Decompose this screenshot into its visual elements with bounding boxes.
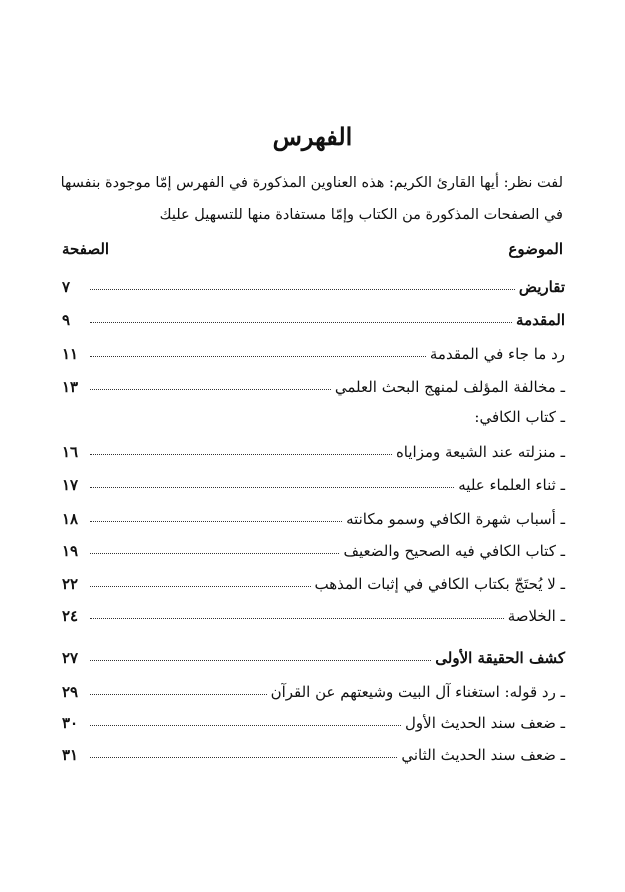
toc-entry-label: تقاريض: [518, 278, 565, 296]
toc-entry-label: المقدمة: [516, 311, 565, 329]
toc-entry-page: ١٩: [62, 542, 79, 560]
toc-entry[interactable]: [62, 532, 565, 560]
toc-entry-label: ـ منزلته عند الشيعة ومزاياه: [395, 443, 565, 461]
dot-leader: [90, 454, 392, 455]
dot-leader: [90, 725, 401, 726]
toc-entry[interactable]: [62, 704, 565, 732]
toc-entry-page: ٣٠: [62, 714, 79, 732]
dot-leader: [90, 289, 515, 290]
toc-entry-label: ـ أسباب شهرة الكافي وسمو مكانته: [346, 510, 565, 528]
dot-leader: [90, 389, 331, 390]
dot-leader: [90, 521, 342, 522]
toc-entry[interactable]: [62, 335, 565, 363]
toc-entry[interactable]: [62, 673, 565, 701]
toc-entry[interactable]: [62, 565, 565, 593]
toc-entry-page: ٩: [62, 311, 71, 329]
dot-leader: [90, 757, 397, 758]
toc-entry-page: ١٣: [62, 378, 79, 396]
toc-entry-page: ١٧: [62, 476, 79, 494]
toc-entry[interactable]: [62, 433, 565, 461]
intro-line-1: لفت نظر: أيها القارئ الكريم: هذه العناوين المذكورة في الفهرس إمّا موجودة بنفسها: [60, 175, 563, 191]
page-title: الفهرس: [272, 122, 353, 151]
dot-leader: [90, 660, 431, 661]
toc-entry[interactable]: [62, 500, 565, 528]
toc-entry-label: رد ما جاء في المقدمة: [429, 345, 565, 363]
toc-entry-label: ـ الخلاصة: [507, 607, 565, 625]
toc-entry-label: ـ لا يُحتَجّ بكتاب الكافي في إثبات المذهب: [314, 575, 565, 593]
toc-entry-label: ـ كتاب الكافي فيه الصحيح والضعيف: [343, 542, 565, 560]
dot-leader: [90, 322, 512, 323]
toc-entry[interactable]: [62, 268, 565, 296]
toc-entry[interactable]: [62, 301, 565, 329]
toc-entry-page: ٢٤: [62, 607, 79, 625]
toc-entry-label: ـ رد قوله: استغناء آل البيت وشيعتهم عن القرآن: [270, 683, 565, 701]
toc-entry[interactable]: [62, 597, 565, 625]
toc-entry[interactable]: [62, 466, 565, 494]
header-topic: الموضوع: [508, 240, 563, 258]
toc-entry-label: ـ ضعف سند الحديث الثاني: [401, 746, 565, 764]
toc-entry-label: كشف الحقيقة الأولى: [435, 649, 565, 667]
toc-entry-page: ٣١: [62, 746, 79, 764]
toc-entry-label: ـ مخالفة المؤلف لمنهج البحث العلمي: [334, 378, 565, 396]
toc-entry-page: ٧: [62, 278, 71, 296]
toc-entry-label: ـ ضعف سند الحديث الأول: [405, 714, 565, 732]
toc-entry-page: ٢٢: [62, 575, 79, 593]
dot-leader: [90, 356, 426, 357]
dot-leader: [90, 553, 339, 554]
toc-entry-page: ١١: [62, 345, 79, 363]
toc-entry[interactable]: [62, 639, 565, 667]
dot-leader: [90, 618, 504, 619]
toc-entry[interactable]: [62, 368, 565, 396]
dot-leader: [90, 694, 267, 695]
dot-leader: [90, 586, 311, 587]
toc-entry-page: ١٦: [62, 443, 79, 461]
toc-section-heading: ـ كتاب الكافي:: [474, 408, 565, 426]
toc-entry[interactable]: [62, 736, 565, 764]
toc-entry-label: ـ ثناء العلماء عليه: [458, 476, 565, 494]
toc-entry-page: ٢٩: [62, 683, 79, 701]
toc-entry-page: ١٨: [62, 510, 79, 528]
dot-leader: [90, 487, 454, 488]
header-page: الصفحة: [62, 240, 110, 258]
toc-entry-page: ٢٧: [62, 649, 79, 667]
intro-line-2: في الصفحات المذكورة من الكتاب وإمّا مستفادة منها للتسهيل عليك: [159, 207, 563, 223]
